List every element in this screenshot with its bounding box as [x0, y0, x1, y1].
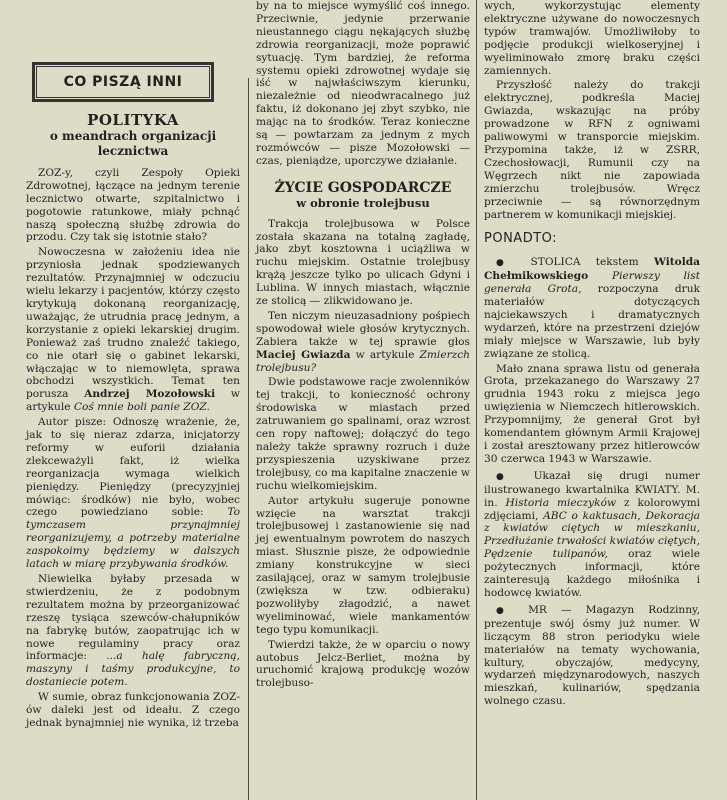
column-3	[484, 0, 700, 800]
cited-title: Pierwszy list generała Grota,	[484, 270, 700, 296]
article-subtitle: o meandrach organizacji lecznictwa	[49, 128, 217, 158]
column-2	[256, 0, 470, 800]
cited-title: Zmierzch trolejbusu?	[256, 348, 470, 374]
article-title: ŻYCIE GOSPODARCZE	[274, 179, 452, 196]
author-name: Witolda Chełmikowskiego	[484, 256, 701, 283]
paragraph: Nowoczesna w założeniu idea nie przyniosła jednak spodziewanych rezultatów. Przynajmniej w odczuciu wielu lekarzy i pacjentów, którzy często krytykują dokonaną reorganizację, uważając, że utrudnia pracę jednym, a korzystanie z opieki lekarskiej drugim. Ponieważ zaś trudno znaleźć takiego, co nie otarł się o gabinet lekarski, włączając w to niemowlęta, sprawa obchodzi wszystkich. Temat ten porusza Andrzej Mozołowski w artykule Coś mnie boli panie ZOZ.	[26, 246, 240, 414]
cited-title: Coś mnie boli panie ZOZ.	[73, 401, 210, 414]
section-box-label: CO PISZĄ INNI	[36, 66, 210, 98]
paragraph: Dwie podstawowe racje zwolenników tej trakcji, to konieczność ochrony środowiska w miastach przed zatruwaniem go spalinami, oraz wzrost cen ropy naftowej; dołączyć do tego należy także sprawny rozruch i duże przyspieszenia uzyskiwane przez trolejbusy, co ma kapitalne znaczenie w ruchu wielkomiejskim.	[256, 376, 470, 492]
paragraph: Twierdzi także, że w oparciu o nowy autobus Jelcz-Berliet, można by uruchomić krajową produkcję wozów trolejbuso-	[256, 638, 470, 690]
paragraph: by na to miejsce wymyślić coś innego. Przeciwnie, jedynie przerwanie nieustannego ciągu nękających służbę zdrowia reorganizacji, może poprawić sytuację. Tym bardziej, że reforma systemu opieki zdrowotnej wydaje się iść w najwłaściwszym kierunku, niezależnie od nieodwracalnego już faktu, iż dokonano jej zbyt szybko, nie mając na to środków. Teraz konieczne są — powtarzam za jednym z mych rozmówców — pisze Mozołowski — czas, pieniądze, uporczywe działanie.	[256, 0, 470, 167]
paragraph: Trakcja trolejbusowa w Polsce została skazana na totalną zagładę, jako zbyt kosztowna i uciążliwa w ruchu miejskim. Ostatnie trolejbusy krążą jeszcze tylko po ulicach Gdyni i Lublina. W innych miastach, włącznie ze stolicą — zlikwidowano je.	[256, 217, 470, 308]
paragraph: Przyszłość należy do trakcji elektrycznej, podkreśla Maciej Gwiazda, wskazując na próby prowadzone w RFN z ogniwami paliwowymi w transporcie miejskim. Przypomina także, iż w ZSRR, Czechosłowacji, Rumunii czy na Węgrzech nikt nie zapowiada zmierzchu trolejbusów. Wręcz przeciwnie — są równorzędnym partnerem w komunikacji miejskiej.	[484, 79, 700, 221]
quote: ...a halę fabryczną, maszyny i taśmy produkcyjne, to dostaniecie potem.	[26, 650, 240, 689]
paragraph: Mało znana sprawa listu od generała Grota, przekazanego do Warszawy 27 grudnia 1943 roku z miejsca jego uwięzienia w Niemczech hitlerowskich. Przypomnijmy, że generał Grot był komendantem głównym Armii Krajowej i został aresztowany przez hitlerowców 30 czerwca 1943 w Warszawie.	[484, 362, 700, 465]
cited-title: ABC o kaktusach, Dekoracja z kwiatów ciętych w mieszkaniu, Przedłużanie trwałości kwiatów ciętych, Pędzenie tulipanów,	[484, 509, 700, 561]
section-heading: PONADTO:	[484, 231, 558, 247]
article-subtitle: w obronie trolejbusu	[296, 195, 430, 210]
bullet-item: ● Ukazał się drugi numer ilustrowanego kwartalnika KWIATY. M. in. Historia mieczyków z kolorowymi zdjęciami, ABC o kaktusach, Dekoracja z kwiatów ciętych w mieszkaniu, Przedłużanie trwałości kwiatów ciętych, Pędzenie tulipanów, oraz wiele pożytecznych informacji, które zainteresują każdego miłośnika i hodowcę kwiatów.	[484, 470, 700, 600]
paragraph: Niewielka byłaby przesada w stwierdzeniu, że z podobnym rezultatem można by przeorganizować rzeszę tysiąca szewców-chałupników na fabrykę butów, zaopatrując ich w nowe regulaminy pracy oraz informacje: ...a halę fabryczną, maszyny i taśmy produkcyjne, to dostaniecie potem.	[26, 573, 240, 689]
author-name: Maciej Gwiazda	[256, 348, 351, 361]
article-title: POLITYKA	[87, 111, 179, 129]
paragraph: Ten niczym nieuzasadniony pośpiech spowodował wiele głosów krytycznych. Zabiera także w tej sprawie głos Maciej Gwiazda w artykule Zmierzch trolejbusu?	[256, 309, 470, 374]
bullet-item: ● MR — Magazyn Rodzinny, prezentuje swój ósmy już numer. W liczącym 88 stron periodyku wiele materiałów na tematy wychowania, kultury, obyczajów, medycyny, wydarzeń międzynarodowych, naszych mieszkań, kulinariów, spędzania wolnego czasu.	[484, 604, 700, 708]
paragraph: wych, wykorzystując elementy elektryczne używane do nowoczesnych typów tramwajów. Umożliwiłoby to podjęcie produkcji wielkoseryjnej i wyeliminowało zmorę braku części zamiennych.	[484, 0, 700, 77]
paragraph: Autor pisze: Odnoszę wrażenie, że, jak to się nieraz zdarza, inicjatorzy reformy w euforii działania zlekceważyli fakt, iż wielka reorganizacja wymaga wielkich pieniędzy. Pieniędzy (precyzyjniej mówiąc: środków) nie było, wobec czego powiedziano sobie: To tymczasem przynajmniej reorganizujemy, a potrzeby materialne zaspokoimy będziemy w dalszych latach w miarę przybywania środków.	[26, 416, 241, 571]
paragraph: W sumie, obraz funkcjonowania ZOZ-ów daleki jest od ideału. Z czego jednak bynajmniej nie wynika, iż trzeba	[26, 691, 240, 729]
paragraph: Autor artykułu sugeruje ponowne wzięcie na warsztat trakcji trolejbusowej i zastanowienie się nad jej ewentualnym powrotem do naszych miast. Słusznie pisze, że odpowiednie zmiany konstrukcyjne w sieci zasilającej, oraz w samym trolejbusie (zwiększa w tzw. odbieraku) pozwoliłyby złagodzić, a nawet wyeliminować, wiele mankamentów tego typu komunikacji.	[256, 494, 470, 636]
section-box	[32, 62, 214, 102]
cited-title: Historia mieczyków	[505, 496, 617, 509]
column-1	[26, 0, 240, 800]
paragraph: ZOZ-y, czyli Zespoły Opieki Zdrowotnej, łączące na jednym terenie lecznictwo otwarte, szpitalnictwo i pogotowie ratunkowe, miały pchnąć naszą społeczną służbę zdrowia do przodu. Czy tak się istotnie stało?	[26, 166, 240, 244]
author-name: Andrzej Mozołowski	[84, 388, 216, 401]
column-rule	[476, 0, 477, 800]
quote: To tymczasem przynajmniej reorganizujemy, a potrzeby materialne zaspokoimy będziemy w dalszych latach w miarę przybywania środków.	[26, 506, 241, 571]
bullet-item: ● STOLICA tekstem Witolda Chełmikowskiego Pierwszy list generała Grota, rozpoczyna druk materiałów dotyczących najciekawszych i dramatycznych wydarzeń, które na przestrzeni dziejów miały miejsce w Warszawie, lub były związane ze stolicą.	[484, 256, 700, 360]
column-rule	[248, 78, 249, 800]
